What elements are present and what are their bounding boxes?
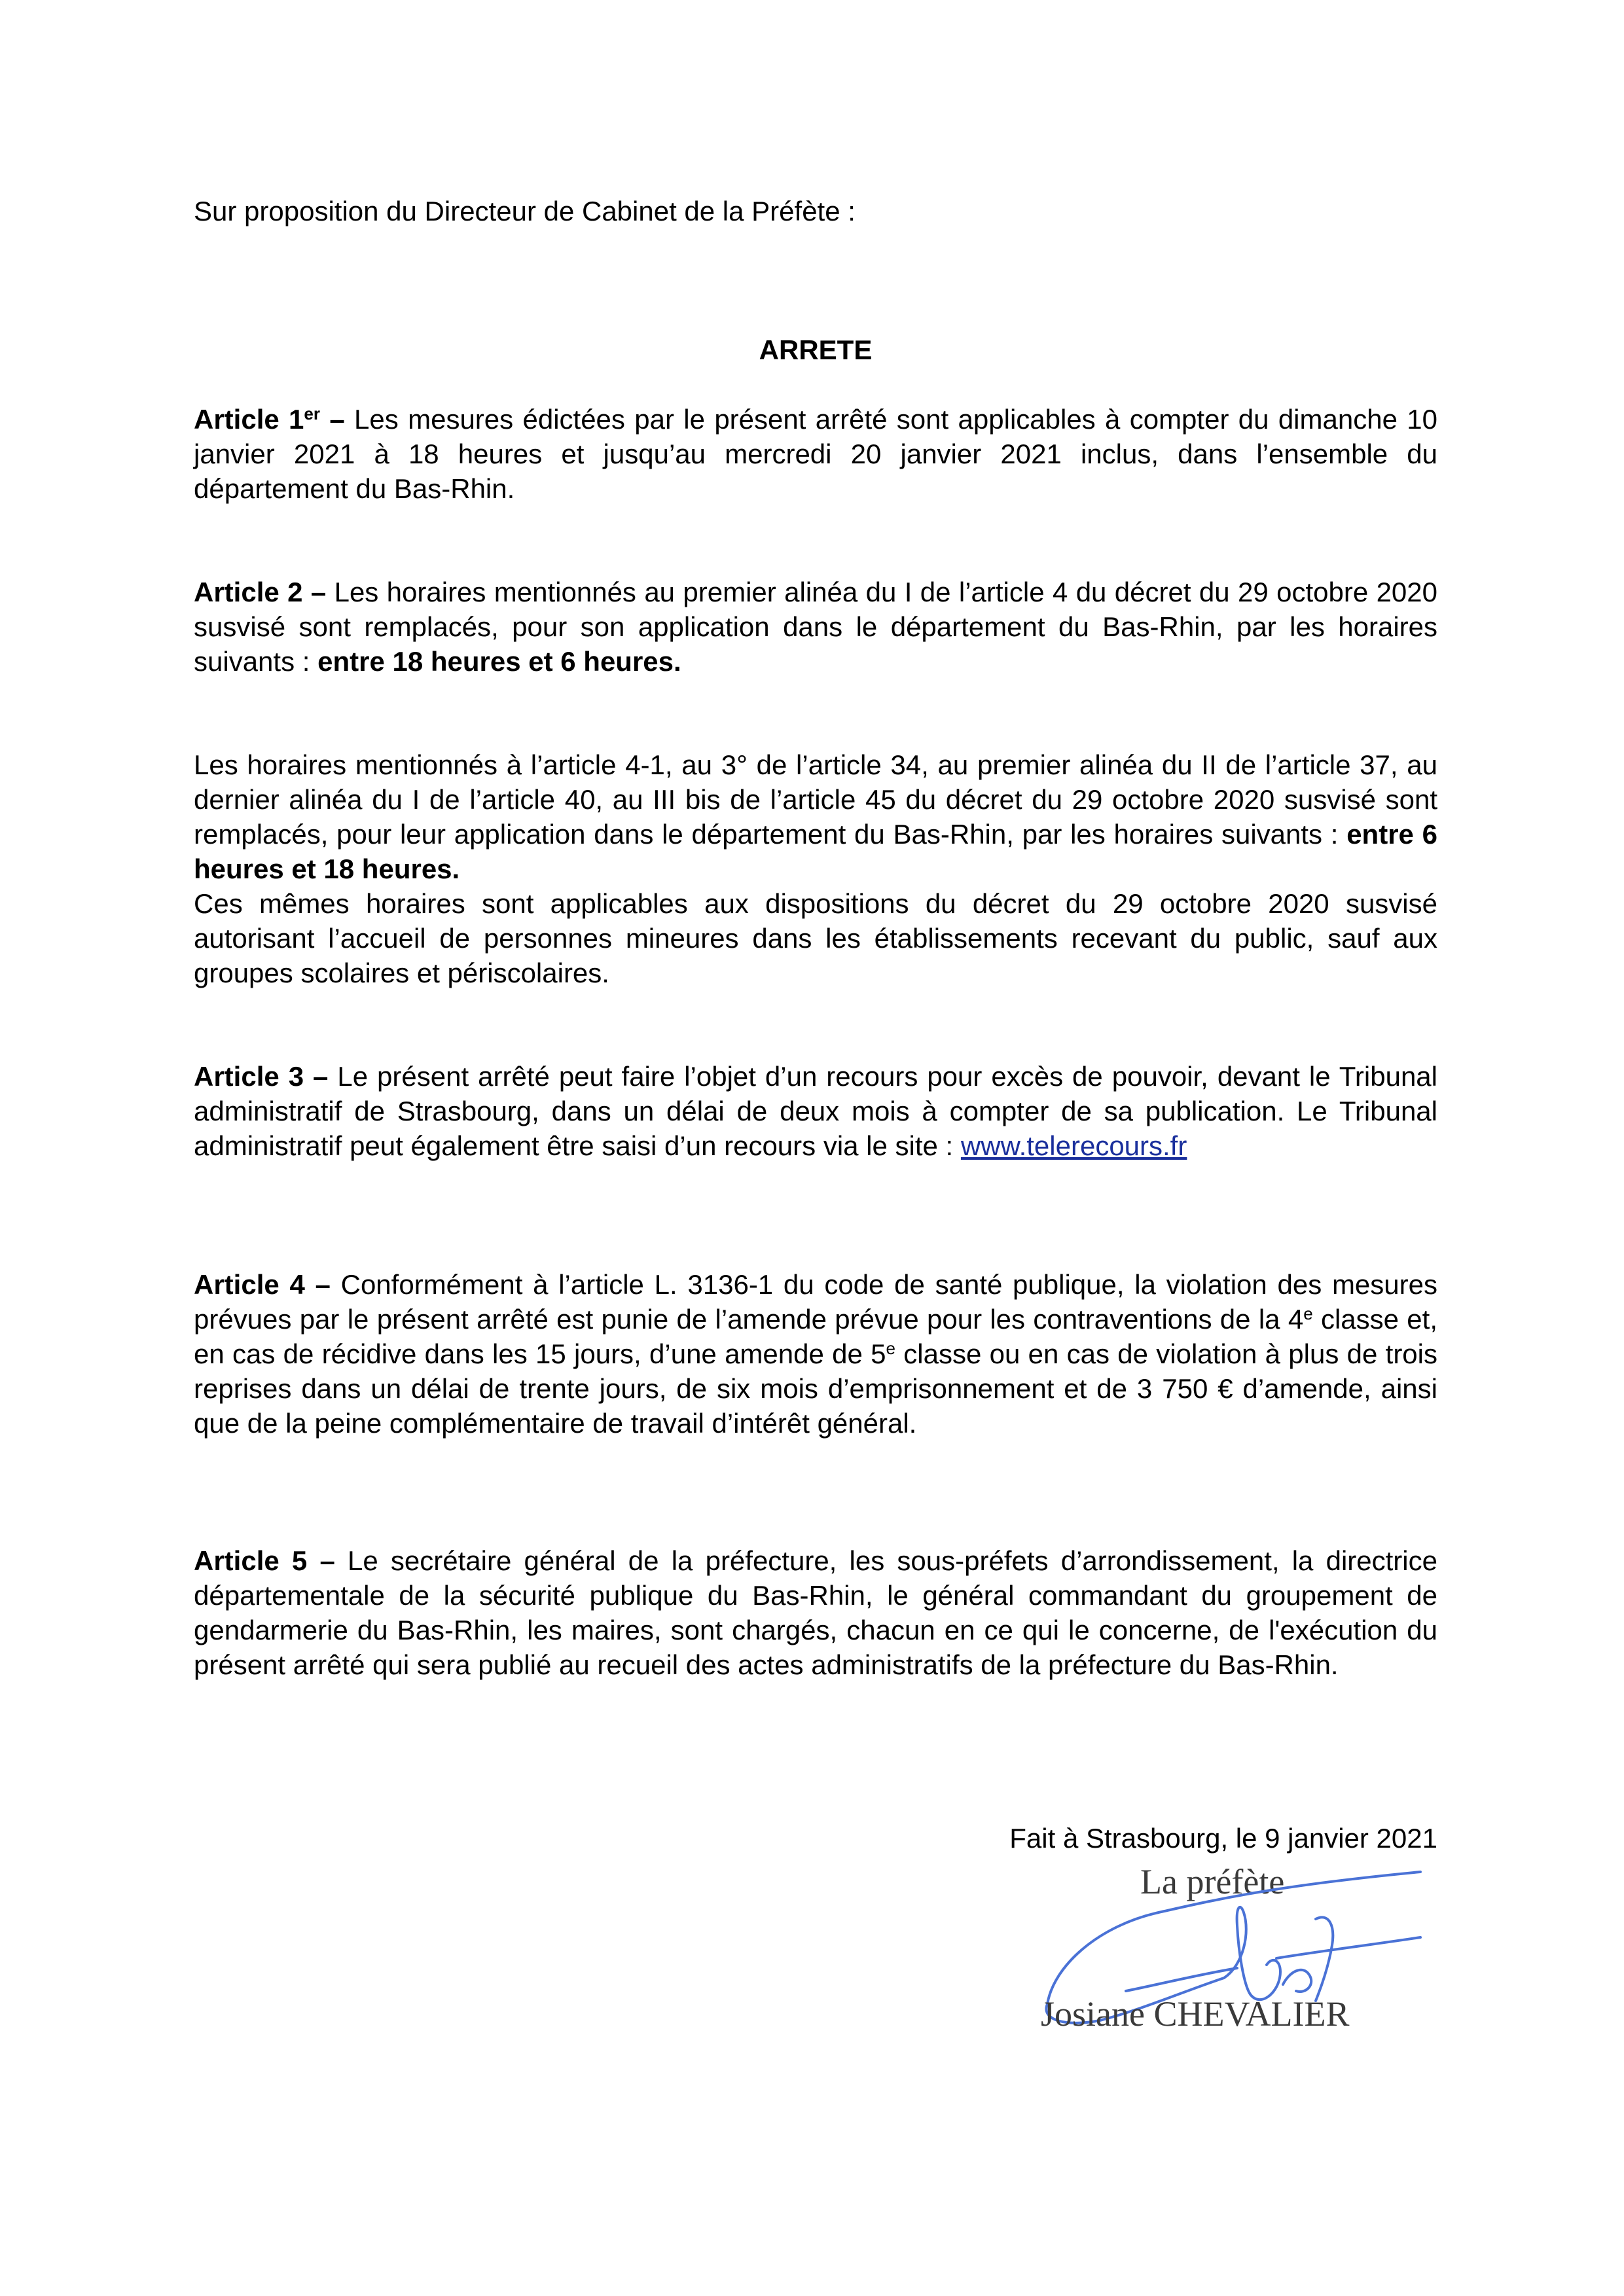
- article-2: [194, 575, 1437, 679]
- article-3-label: Article 3 –: [194, 1061, 329, 1092]
- article-2-label: Article 2 –: [194, 577, 327, 607]
- article-5-label: Article 5 –: [194, 1545, 335, 1576]
- article-2-paragraph-3: [194, 886, 1437, 990]
- article-4-sup-a: e: [1303, 1304, 1313, 1323]
- article-2-paragraph-2-text: Les horaires mentionnés à l’article 4-1, au 3° de l’article 34, au premier alinéa du II de l’article 37, au dernier alinéa du I de l’article 40, au III bis de l’article 45 du décret du 29 octobre 2020 susvisé sont remplacés, pour leur application dans le département du Bas-Rhin, par les horaires suivants :: [194, 749, 1437, 850]
- article-5-text: Le secrétaire général de la préfecture, les sous-préfets d’arrondissement, la directrice départementale de la sécurité publique du Bas-Rhin, le général commandant du groupement de gendarmerie du Bas-Rhin, les maires, sont chargés, chacun en ce qui le concerne, de l'exécution du présent arrêté qui sera publié au recueil des actes administratifs de la préfecture du Bas-Rhin.: [194, 1545, 1437, 1680]
- signature-block: [1028, 1854, 1447, 2050]
- article-2-text: Les horaires mentionnés au premier alinéa du I de l’article 4 du décret du 29 octobre 2020 susvisé sont remplacés, pour son application dans le département du Bas-Rhin, par les horaires suivants :: [194, 577, 1437, 677]
- article-2-bold-hours: entre 18 heures et 6 heures.: [317, 646, 681, 677]
- article-4-sup-b: e: [886, 1338, 895, 1358]
- article-4-text-b: classe et, en cas de récidive dans les 15 jours, d’une amende de 5: [194, 1304, 1438, 1369]
- article-4-text-c: classe ou en cas de violation à plus de trois reprises dans un délai de trente jours, de six mois d’emprisonnement et de 3 750 € d’amende, ainsi que de la peine complémentaire de travail d’intérêt général.: [194, 1338, 1437, 1439]
- article-5: [194, 1543, 1437, 1682]
- article-4-text-a: Conformément à l’article L. 3136-1 du code de santé publique, la violation des mesures prévues par le présent arrêté est punie de l’amende prévue pour les contraventions de la 4: [194, 1269, 1437, 1335]
- intro-line: Sur proposition du Directeur de Cabinet de la Préfète :: [194, 196, 856, 226]
- article-3: [194, 1059, 1437, 1163]
- telerecours-link[interactable]: www.telerecours.fr: [960, 1130, 1187, 1161]
- article-1-label-sup: er: [304, 404, 320, 423]
- article-2-paragraph-2: [194, 747, 1437, 886]
- signatory-name: Josiane CHEVALIER: [1041, 1994, 1350, 2034]
- article-1-text: Les mesures édictées par le présent arrêté sont applicables à compter du dimanche 10 janvier 2021 à 18 heures et jusqu’au mercredi 20 janvier 2021 inclus, dans l’ensemble du département du Bas-Rhin.: [194, 404, 1437, 504]
- document-title: ARRETE: [759, 334, 873, 365]
- article-3-text: Le présent arrêté peut faire l’objet d’un recours pour excès de pouvoir, devant le Tribunal administratif de Strasbourg, dans un délai de deux mois à compter de sa publication. Le Tribunal administratif peut également être saisi d’un recours via le site :: [194, 1061, 1437, 1161]
- article-1: [194, 402, 1437, 506]
- article-2-paragraph-2-bold-hours: entre 6 heures et 18 heures.: [194, 819, 1438, 884]
- article-2-paragraph-3-text: Ces mêmes horaires sont applicables aux dispositions du décret du 29 octobre 2020 susvisé autorisant l’accueil de personnes mineures dans les établissements recevant du public, sauf aux groupes scolaires et périscolaires.: [194, 888, 1437, 988]
- signatory-title: La préfète: [1140, 1862, 1285, 1901]
- article-4-label: Article 4 –: [194, 1269, 331, 1300]
- place-and-date: Fait à Strasbourg, le 9 janvier 2021: [1009, 1823, 1437, 1854]
- article-1-label: Article 1er –: [194, 404, 345, 435]
- article-4: [194, 1267, 1437, 1441]
